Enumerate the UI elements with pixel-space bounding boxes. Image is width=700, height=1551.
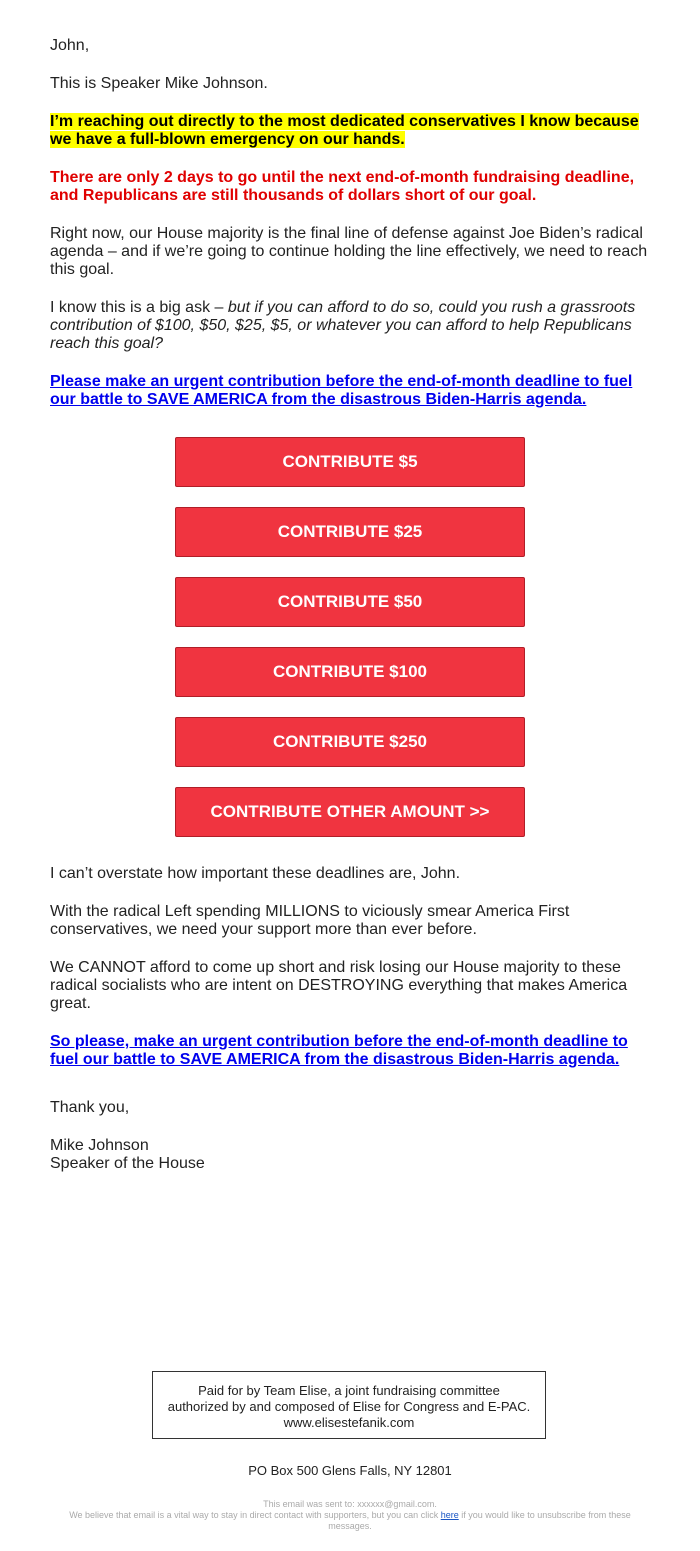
signature-name: Mike Johnson — [50, 1137, 149, 1154]
contribute-link-1[interactable]: Please make an urgent contribution before the end-of-month deadline to fuel our battle to SAVE AMERICA from the disastrous Biden-Harris agenda. — [50, 373, 633, 408]
greeting: John, — [50, 37, 90, 54]
email-body — [50, 37, 655, 1193]
cta-paragraph-1 — [50, 373, 655, 409]
contribute-100-button[interactable]: CONTRIBUTE $100 — [175, 647, 525, 697]
contribute-250-button[interactable]: CONTRIBUTE $250 — [175, 717, 525, 767]
contribute-buttons — [50, 437, 655, 837]
contribute-link-2[interactable]: So please, make an urgent contribution before the end-of-month deadline to fuel our battle to SAVE AMERICA from the disastrous Biden-Harris agenda. — [50, 1033, 628, 1068]
unsubscribe-tail: if you would like to unsubscribe from these messages. — [328, 1510, 631, 1531]
unsubscribe-lead: We believe that email is a vital way to stay in direct contact with supporters, but you can click — [69, 1510, 441, 1520]
unsubscribe-notice — [48, 1499, 652, 1532]
cta-paragraph-2 — [50, 1033, 655, 1069]
unsubscribe-text — [48, 1510, 652, 1532]
contribute-5-button[interactable]: CONTRIBUTE $5 — [175, 437, 525, 487]
majority-paragraph: Right now, our House majority is the final line of defense against Joe Biden’s radical agenda – and if we’re going to continue holding the line effectively, we need to reach this goal. — [50, 225, 648, 278]
red-alert-paragraph: There are only 2 days to go until the next end-of-month fundraising deadline, and Republicans are still thousands of dollars short of our goal. — [50, 169, 635, 204]
contribute-50-button[interactable]: CONTRIBUTE $50 — [175, 577, 525, 627]
signature-title: Speaker of the House — [50, 1155, 205, 1172]
overstate-paragraph: I can’t overstate how important these deadlines are, John. — [50, 865, 461, 882]
highlight-text: I’m reaching out directly to the most dedicated conservatives I know because we have a full-blown emergency on our hands. — [50, 113, 639, 148]
millions-paragraph: With the radical Left spending MILLIONS to viciously smear America First conservatives, we need your support more than ever before. — [50, 903, 570, 938]
ask-paragraph — [50, 299, 655, 353]
contribute-other-button[interactable]: CONTRIBUTE OTHER AMOUNT >> — [175, 787, 525, 837]
contribute-25-button[interactable]: CONTRIBUTE $25 — [175, 507, 525, 557]
ask-italic: but if you can afford to do so, could you rush a grassroots contribution of $100, $50, $25, $5, or whatever you can afford to help Republicans reach this goal? — [50, 299, 636, 352]
thanks-text: Thank you, — [50, 1099, 130, 1116]
signature — [50, 1137, 655, 1173]
intro-text: This is Speaker Mike Johnson. — [50, 75, 268, 92]
paid-for-disclaimer: Paid for by Team Elise, a joint fundraising committee authorized by and composed of Elise for Congress and E-PAC. www.elisestefanik.com — [152, 1371, 546, 1439]
cannot-paragraph: We CANNOT afford to come up short and risk losing our House majority to these radical socialists who are intent on DESTROYING everything that makes America great. — [50, 959, 628, 1012]
ask-lead: I know this is a big ask – — [50, 299, 228, 316]
mailing-address: PO Box 500 Glens Falls, NY 12801 — [248, 1463, 452, 1478]
sent-to-text: This email was sent to: xxxxxx@gmail.com. — [263, 1499, 437, 1509]
highlight-paragraph — [50, 113, 655, 149]
unsubscribe-link[interactable]: here — [440, 1510, 459, 1520]
